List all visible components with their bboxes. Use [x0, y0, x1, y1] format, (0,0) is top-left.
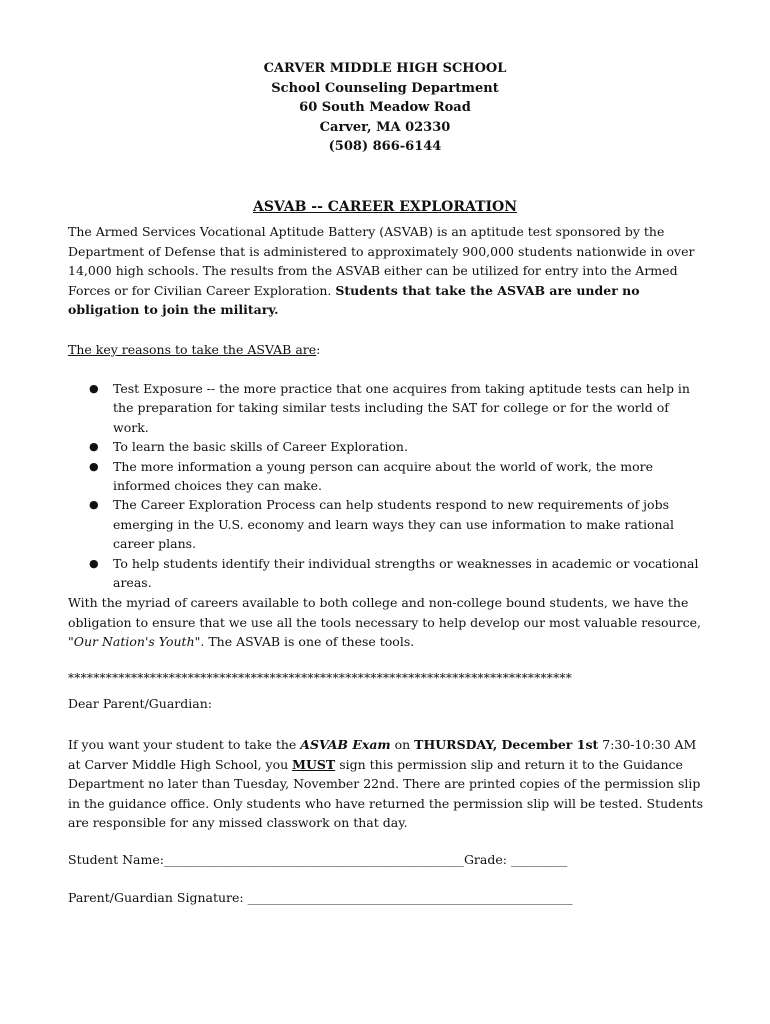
intro-bold-statement: Students that take the ASVAB are under no obligation to join the military.	[68, 282, 640, 317]
closing-paragraph	[68, 593, 708, 652]
intro-paragraph	[68, 222, 708, 320]
phone-number: (508) 866-6144	[328, 139, 442, 154]
student-name-field[interactable]: ________________________________________________	[163, 852, 464, 867]
list-item	[68, 495, 708, 553]
parent-signature-label: Parent/Guardian Signature:	[68, 890, 248, 905]
intro-text: The Armed Services Vocational Aptitude Battery (ASVAB) is an aptitude test sponsored by the Department of Defense that is administered to approximately 900,000 students nationwide in over 14,000 high schools. The results from the ASVAB either can be utilized for entry into the Armed Forces or for Civilian Career Exploration.	[68, 224, 695, 298]
parent-signature-field[interactable]: ____________________________________________________	[247, 890, 573, 905]
letterhead	[0, 59, 770, 157]
document-title: ASVAB -- CAREER EXPLORATION	[252, 199, 518, 215]
separator-line: ********************************************************************************	[68, 671, 572, 685]
city-address: Carver, MA 02330	[319, 119, 451, 135]
bullet-icon: ●	[89, 498, 99, 512]
student-name-row	[68, 852, 567, 867]
reason-text: To help students identify their individual strengths or weaknesses in academic or vocational areas.	[113, 555, 699, 591]
department-name: School Counseling Department	[271, 80, 499, 96]
street-address: 60 South Meadow Road	[299, 100, 471, 115]
reason-text: Test Exposure -- the more practice that one acquires from taking aptitude tests can help in the preparation for taking similar tests including the SAT for college or for the world of work.	[113, 381, 690, 435]
student-name-label: Student Name:	[68, 852, 164, 867]
reasons-list	[68, 379, 708, 592]
closing-tail: . The ASVAB is one of these tools.	[200, 634, 415, 649]
reason-text: To learn the basic skills of Career Exploration.	[113, 439, 408, 455]
school-name: CARVER MIDDLE HIGH SCHOOL	[263, 61, 507, 76]
list-item	[68, 379, 708, 437]
must-emphasis: MUST	[292, 756, 336, 772]
salutation: Dear Parent/Guardian:	[68, 696, 212, 711]
closing-quote: "Our Nation's Youth"	[68, 634, 201, 649]
list-item	[68, 457, 708, 496]
letter-text: sign this permission slip and return it to the Guidance Department no later than Tuesday, November 22nd. There are printed copies of the permission slip in the guidance office. Only students who have returned the permission slip will be tested. Students are responsible for any missed classwork on that day.	[68, 756, 704, 830]
reason-text: The Career Exploration Process can help students respond to new requirements of jobs emerging in the U.S. economy and learn ways they can use information to make rational career plans.	[113, 497, 674, 552]
bullet-icon: ●	[89, 382, 99, 395]
reasons-heading: The key reasons to take the ASVAB are	[68, 342, 317, 357]
exam-date: THURSDAY, December 1st	[414, 737, 599, 752]
closing-text: With the myriad of careers available to both college and non-college bound students, we have the obligation to ensure that we use all the tools necessary to help develop our most valuable resource,	[68, 595, 701, 630]
parent-signature-row	[68, 890, 573, 905]
exam-name: ASVAB Exam	[300, 737, 391, 752]
bullet-icon: ●	[89, 459, 99, 473]
reasons-heading-line	[68, 340, 708, 360]
reason-text: The more information a young person can acquire about the world of work, the more informed choices they can make.	[113, 458, 653, 494]
letter-text: 7:30-10:30 AM at Carver Middle High School, you	[68, 737, 697, 772]
reasons-heading-colon: :	[316, 342, 321, 357]
grade-field[interactable]: _________	[510, 852, 568, 867]
letter-text: on	[390, 737, 415, 752]
list-item	[68, 554, 708, 593]
grade-label: Grade:	[463, 852, 511, 867]
bullet-icon: ●	[89, 440, 99, 454]
bullet-icon: ●	[89, 556, 99, 570]
letter-paragraph	[68, 735, 708, 833]
letter-text: If you want your student to take the	[68, 737, 301, 752]
list-item	[68, 437, 708, 456]
